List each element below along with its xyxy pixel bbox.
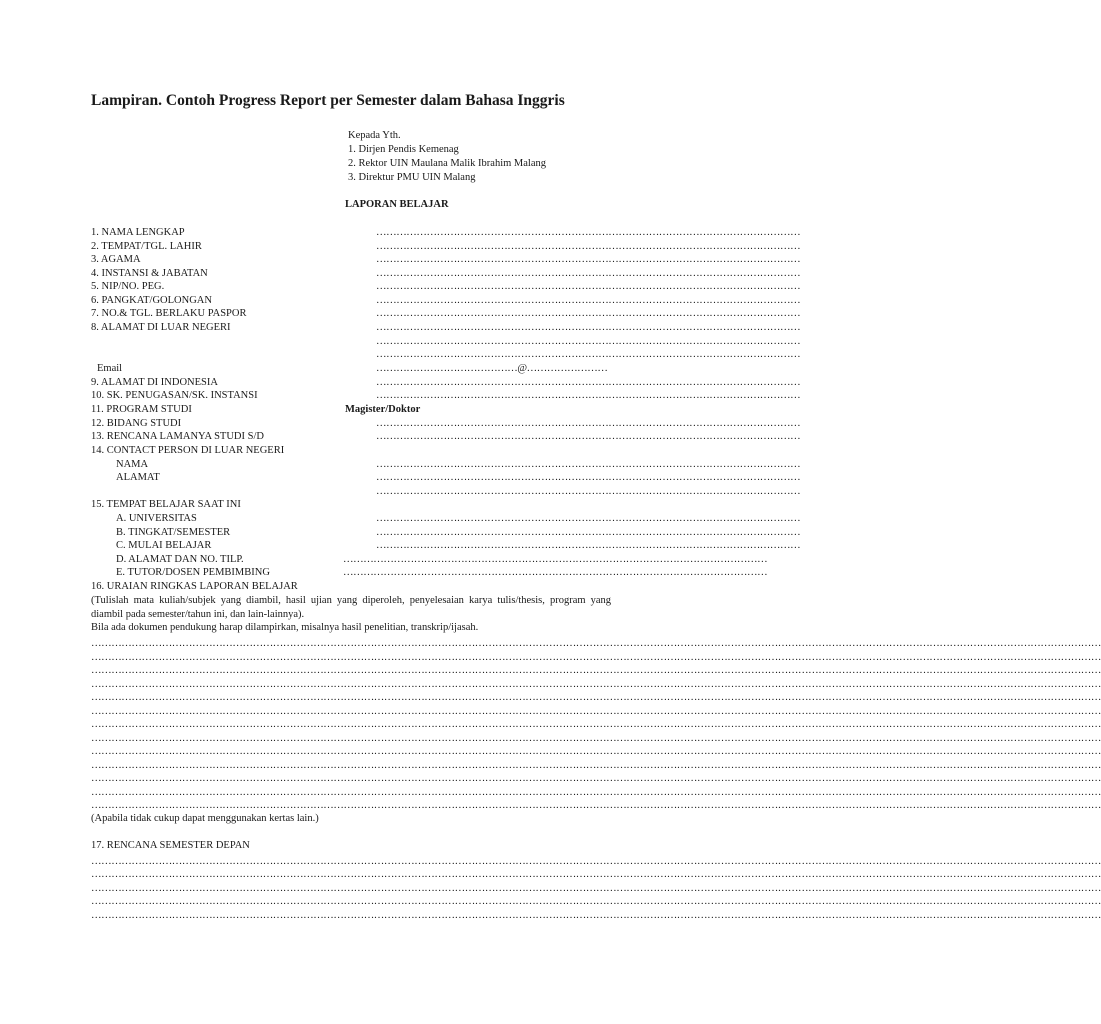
program-value: Magister/Doktor bbox=[345, 404, 421, 415]
writing-line: ………………………………………………………………………………………………………………………………………………………………………………………………………………………………………………………………………… bbox=[91, 746, 1101, 757]
field-fill-line: ……………………………………………………………………………………………………………… bbox=[376, 418, 801, 429]
field-fill-line: ……………………………………………………………………………………………………………… bbox=[376, 254, 801, 265]
writing-line: ………………………………………………………………………………………………………………………………………………………………………………………………………………………………………………………………………… bbox=[91, 910, 1101, 921]
field-label: 8. ALAMAT DI LUAR NEGERI bbox=[91, 322, 231, 333]
field-label: 9. ALAMAT DI INDONESIA bbox=[91, 377, 218, 388]
writing-line: ………………………………………………………………………………………………………………………………………………………………………………………………………………………………………………………………………… bbox=[91, 679, 1101, 690]
field-fill-line: ……………………………………………………………………………………………………………… bbox=[376, 377, 801, 388]
field-fill-line: ……………………………………………………………………………………………………………… bbox=[376, 459, 801, 470]
field-fill-line: ……………………………………………………………………………………………………………… bbox=[376, 513, 801, 524]
writing-line: ………………………………………………………………………………………………………………………………………………………………………………………………………………………………………………………………………… bbox=[91, 869, 1101, 880]
field-fill-line: ……………………………………………………………………………………………………………… bbox=[376, 472, 801, 483]
field-label: 15. TEMPAT BELAJAR SAAT INI bbox=[91, 499, 241, 510]
field-fill-line: ……………………………………………………………………………………………………………… bbox=[376, 431, 801, 442]
field-fill-line: ……………………………………………………………………………………………………………… bbox=[376, 241, 801, 252]
field-label: 10. SK. PENUGASAN/SK. INSTANSI bbox=[91, 390, 258, 401]
report-title: LAPORAN BELAJAR bbox=[345, 199, 449, 210]
field-label: 16. URAIAN RINGKAS LAPORAN BELAJAR bbox=[91, 581, 298, 592]
writing-line: ………………………………………………………………………………………………………………………………………………………………………………………………………………………………………………………………………… bbox=[91, 665, 1101, 676]
field-label: 12. BIDANG STUDI bbox=[91, 418, 182, 429]
field-fill-line: ……………………………………………………………………………………………………………… bbox=[376, 390, 801, 401]
field-fill-line: ……………………………………………………………………………………………………………… bbox=[376, 349, 801, 360]
field-label: 5. NIP/NO. PEG. bbox=[91, 281, 165, 292]
field-fill-line: ……………………………………………………………………………………………………………… bbox=[376, 486, 801, 497]
field-label: B. TINGKAT/SEMESTER bbox=[116, 527, 231, 538]
field-fill-line: ……………………………………………………………………………………………………………… bbox=[376, 308, 801, 319]
field-label: A. UNIVERSITAS bbox=[116, 513, 197, 524]
field-fill-line: ……………………………………………………………………………………………………………… bbox=[376, 295, 801, 306]
field-label: 1. NAMA LENGKAP bbox=[91, 227, 185, 238]
page-title: Lampiran. Contoh Progress Report per Semester dalam Bahasa Inggris bbox=[91, 92, 565, 109]
section-16-instruction: (Tulislah mata kuliah/subjek yang diambil, hasil ujian yang diperoleh, penyelesaian karya tulis/thesis, program yang diambil pada semester/tahun ini, dan lain-lainnya). bbox=[91, 595, 611, 620]
field-fill-line: ……………………………………………………………………………………………………………… bbox=[376, 268, 801, 279]
writing-line: ………………………………………………………………………………………………………………………………………………………………………………………………………………………………………………………………………… bbox=[91, 773, 1101, 784]
recipient-line: 1. Dirjen Pendis Kemenag bbox=[348, 144, 459, 155]
writing-line: ………………………………………………………………………………………………………………………………………………………………………………………………………………………………………………………………………… bbox=[91, 883, 1101, 894]
writing-line: ………………………………………………………………………………………………………………………………………………………………………………………………………………………………………………………………………… bbox=[91, 719, 1101, 730]
field-label: 11. PROGRAM STUDI bbox=[91, 404, 192, 415]
recipient-line: 2. Rektor UIN Maulana Malik Ibrahim Malang bbox=[348, 158, 546, 169]
field-label: 6. PANGKAT/GOLONGAN bbox=[91, 295, 212, 306]
field-label: NAMA bbox=[116, 459, 149, 470]
field-fill-line: ……………………………………………………………………………………………………………… bbox=[376, 527, 801, 538]
field-fill-line: ……………………………………………………………………………………………………………… bbox=[376, 540, 801, 551]
email-fill-line: ……………………………………@…………………… bbox=[376, 363, 608, 374]
field-label: D. ALAMAT DAN NO. TILP. bbox=[116, 554, 244, 565]
field-fill-line: ……………………………………………………………………………………………………………… bbox=[376, 322, 801, 333]
field-fill-line: ……………………………………………………………………………………………………………… bbox=[376, 227, 801, 238]
writing-line: ………………………………………………………………………………………………………………………………………………………………………………………………………………………………………………………………………… bbox=[91, 856, 1101, 867]
writing-line: ………………………………………………………………………………………………………………………………………………………………………………………………………………………………………………………………………… bbox=[91, 692, 1101, 703]
field-fill-line: ……………………………………………………………………………………………………………… bbox=[376, 336, 801, 347]
section-17-heading: 17. RENCANA SEMESTER DEPAN bbox=[91, 840, 250, 851]
writing-line: ………………………………………………………………………………………………………………………………………………………………………………………………………………………………………………………………………… bbox=[91, 638, 1101, 649]
writing-line: ………………………………………………………………………………………………………………………………………………………………………………………………………………………………………………………………………… bbox=[91, 706, 1101, 717]
field-label: E. TUTOR/DOSEN PEMBIMBING bbox=[116, 567, 270, 578]
writing-line: ………………………………………………………………………………………………………………………………………………………………………………………………………………………………………………………………………… bbox=[91, 652, 1101, 663]
field-label: Email bbox=[97, 363, 123, 374]
field-label: 13. RENCANA LAMANYA STUDI S/D bbox=[91, 431, 264, 442]
field-label: C. MULAI BELAJAR bbox=[116, 540, 212, 551]
section-16-note: Bila ada dokumen pendukung harap dilampirkan, misalnya hasil penelitian, transkrip/ijasah. bbox=[91, 622, 479, 633]
field-label: 2. TEMPAT/TGL. LAHIR bbox=[91, 241, 202, 252]
field-label: 7. NO.& TGL. BERLAKU PASPOR bbox=[91, 308, 247, 319]
recipient-line: 3. Direktur PMU UIN Malang bbox=[348, 172, 476, 183]
writing-line: ………………………………………………………………………………………………………………………………………………………………………………………………………………………………………………………………………… bbox=[91, 896, 1101, 907]
writing-line: ………………………………………………………………………………………………………………………………………………………………………………………………………………………………………………………………………… bbox=[91, 760, 1101, 771]
field-fill-line: ……………………………………………………………………………………………………………… bbox=[343, 567, 768, 578]
field-label: ALAMAT bbox=[116, 472, 160, 483]
writing-line: ………………………………………………………………………………………………………………………………………………………………………………………………………………………………………………………………………… bbox=[91, 800, 1101, 811]
field-label: 4. INSTANSI & JABATAN bbox=[91, 268, 208, 279]
field-fill-line: ……………………………………………………………………………………………………………… bbox=[376, 281, 801, 292]
field-fill-line: ……………………………………………………………………………………………………………… bbox=[343, 554, 768, 565]
field-label: 3. AGAMA bbox=[91, 254, 141, 265]
writing-line: ………………………………………………………………………………………………………………………………………………………………………………………………………………………………………………………………………… bbox=[91, 733, 1101, 744]
writing-line: ………………………………………………………………………………………………………………………………………………………………………………………………………………………………………………………………………… bbox=[91, 787, 1101, 798]
extra-paper-note: (Apabila tidak cukup dapat menggunakan kertas lain.) bbox=[91, 813, 319, 824]
field-label: 14. CONTACT PERSON DI LUAR NEGERI bbox=[91, 445, 285, 456]
recipient-heading: Kepada Yth. bbox=[348, 130, 401, 141]
